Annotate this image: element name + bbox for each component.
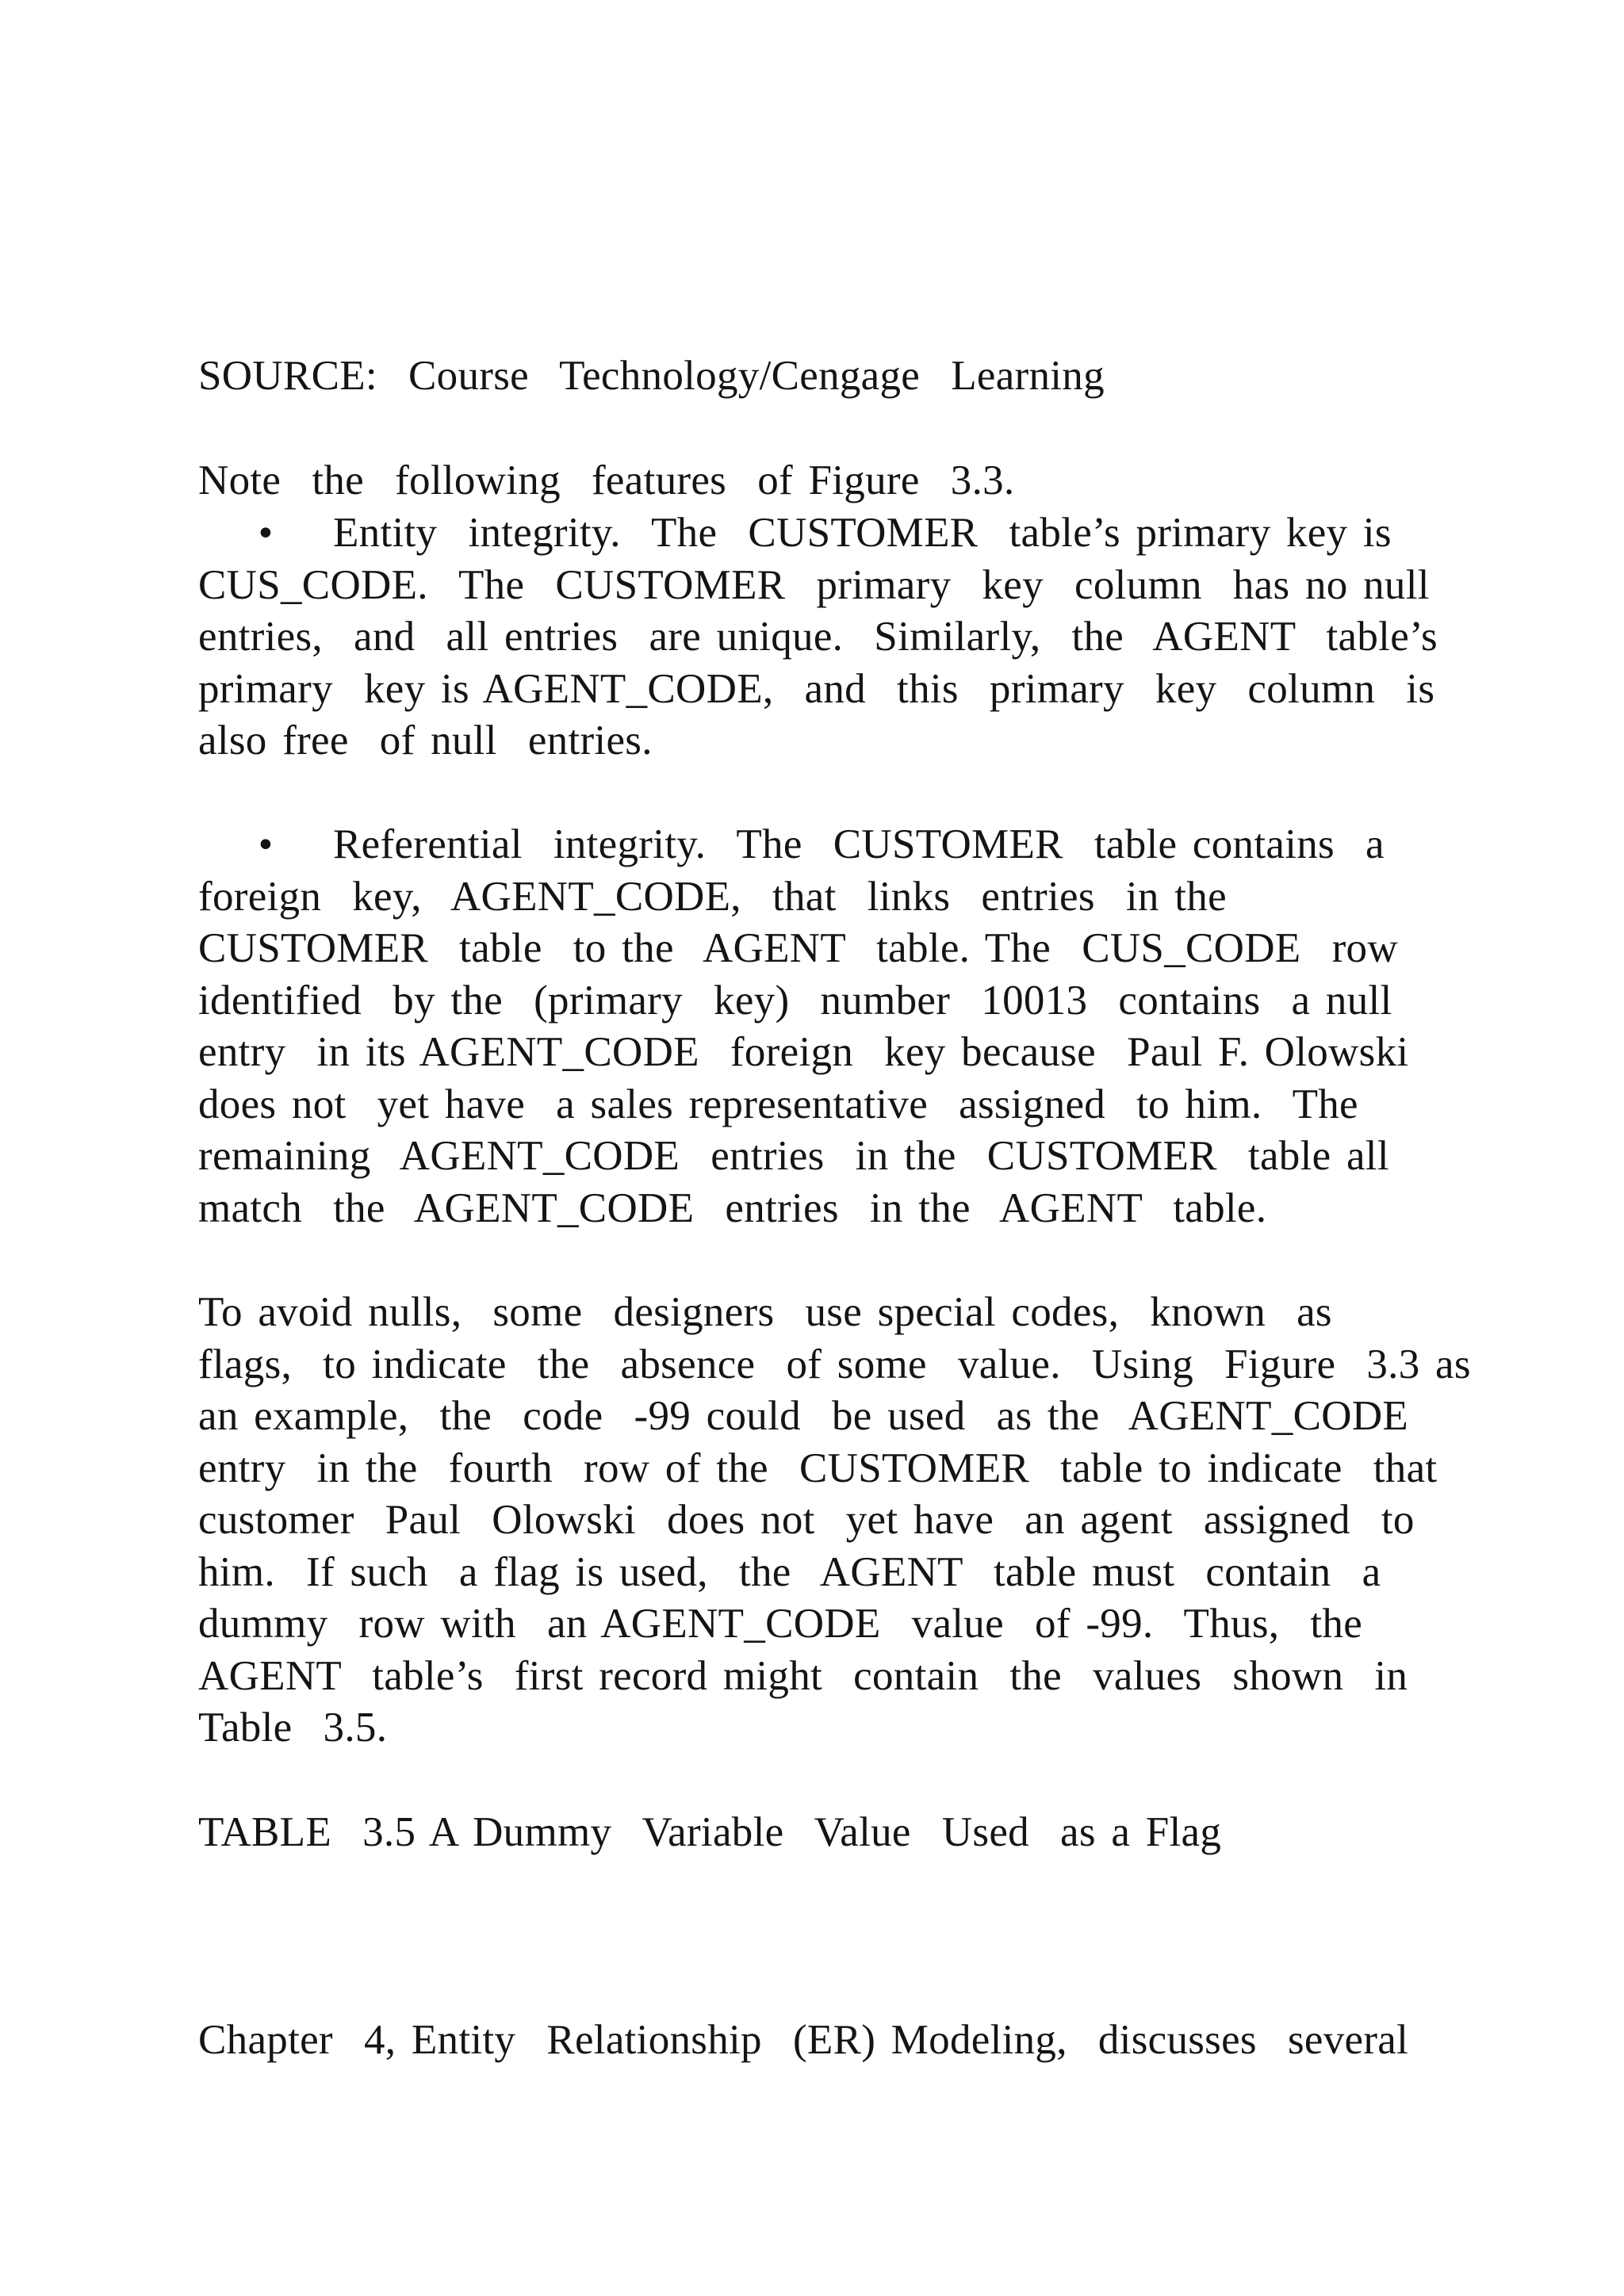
paragraph-line: customer Paul Olowski does not yet have an agent assigned to bbox=[198, 1497, 1415, 1543]
bullet-first-line bbox=[198, 507, 1546, 560]
bullet-first-line bbox=[198, 819, 1546, 871]
paragraph-line: To avoid nulls, some designers use special codes, known as bbox=[198, 1289, 1332, 1335]
paragraph-line: an example, the code -99 could be used as the AGENT_CODE bbox=[198, 1393, 1409, 1439]
bullet-text: remaining AGENT_CODE entries in the CUSTOMER table all bbox=[198, 1133, 1389, 1179]
source-credit bbox=[198, 350, 1546, 403]
paragraph-line: entry in the fourth row of the CUSTOMER table to indicate that bbox=[198, 1445, 1438, 1491]
bullet-text: foreign key, AGENT_CODE, that links entries in the bbox=[198, 873, 1227, 920]
intro-paragraph bbox=[198, 455, 1546, 507]
bullet-text: entry in its AGENT_CODE foreign key because Paul F. Olowski bbox=[198, 1029, 1409, 1075]
intro-line: Note the following features of Figure 3.3. bbox=[198, 457, 1015, 503]
bullet-text: CUSTOMER table to the AGENT table. The CUS_CODE row bbox=[198, 925, 1398, 971]
bullet-referential-integrity bbox=[198, 819, 1546, 1234]
chapter-line: Chapter 4, Entity Relationship (ER) Modeling, discusses several bbox=[198, 2017, 1409, 2063]
bullet-text: identified by the (primary key) number 10013 contains a null bbox=[198, 977, 1392, 1024]
bullet-text: Entity integrity. The CUSTOMER table’s primary key is bbox=[333, 510, 1392, 556]
bullet-text: entries, and all entries are unique. Similarly, the AGENT table’s bbox=[198, 614, 1438, 660]
paragraph-line: AGENT table’s first record might contain the values shown in bbox=[198, 1652, 1408, 1699]
paragraph-line: flags, to indicate the absence of some value. Using Figure 3.3 as bbox=[198, 1341, 1471, 1387]
paragraph-line: him. If such a flag is used, the AGENT table must contain a bbox=[198, 1548, 1381, 1595]
flags-paragraph bbox=[198, 1287, 1546, 1755]
bullet-text: CUS_CODE. The CUSTOMER primary key column has no null bbox=[198, 561, 1430, 608]
table-caption bbox=[198, 1807, 1546, 1859]
paragraph-line: dummy row with an AGENT_CODE value of -99. Thus, the bbox=[198, 1601, 1363, 1647]
bullet-text: match the AGENT_CODE entries in the AGENT table. bbox=[198, 1184, 1267, 1231]
bullet-icon: • bbox=[258, 821, 274, 867]
bullet-text: Referential integrity. The CUSTOMER table contains a bbox=[333, 821, 1385, 867]
bullet-text: does not yet have a sales representative assigned to him. The bbox=[198, 1081, 1358, 1127]
bullet-icon: • bbox=[258, 510, 274, 556]
table-caption-text: TABLE 3.5 A Dummy Variable Value Used as a Flag bbox=[198, 1809, 1222, 1855]
paragraph-line: Table 3.5. bbox=[198, 1705, 388, 1751]
source-line: SOURCE: Course Technology/Cengage Learning bbox=[198, 353, 1105, 399]
chapter-paragraph bbox=[198, 2015, 1546, 2067]
bullet-text: also free of null entries. bbox=[198, 718, 653, 763]
bullet-entity-integrity bbox=[198, 507, 1546, 767]
bullet-text: primary key is AGENT_CODE, and this primary key column is bbox=[198, 665, 1435, 712]
